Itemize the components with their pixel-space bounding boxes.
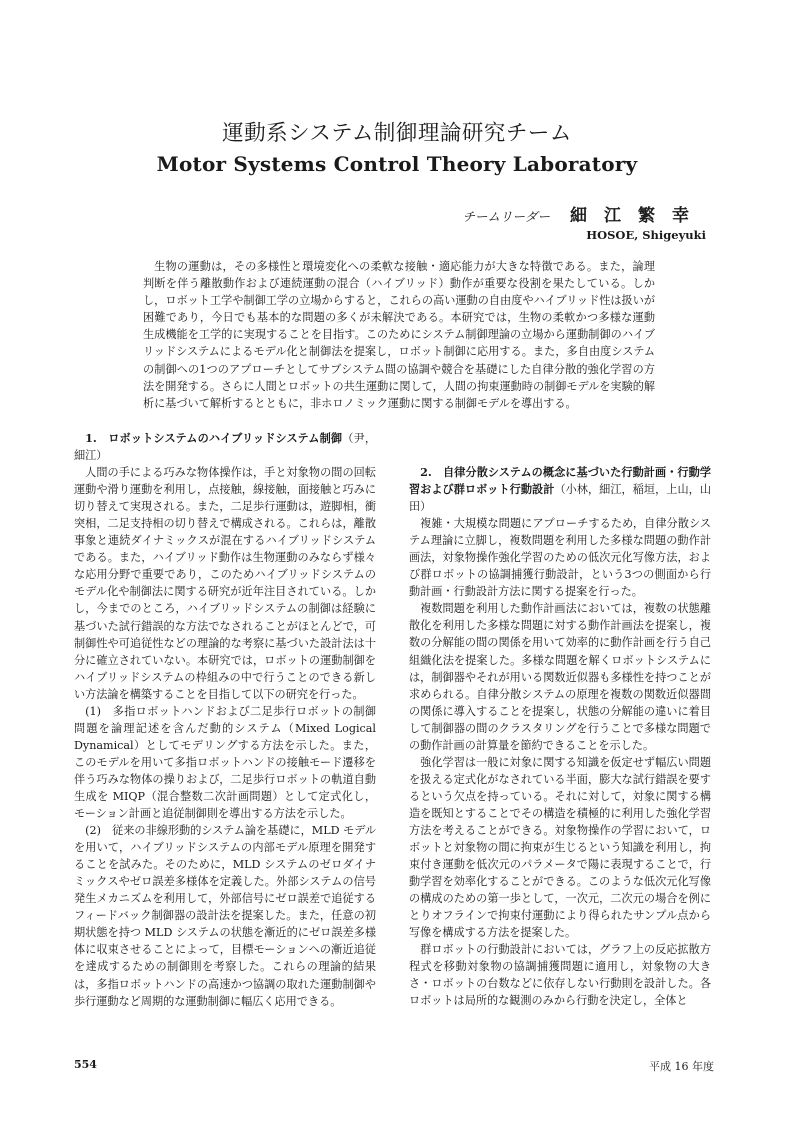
right-column (409, 430, 711, 1010)
team-leader-name-english: HOSOE, Shigeyuki (586, 228, 706, 242)
continuation-spacer (409, 430, 711, 447)
team-leader-role: チームリーダー (462, 209, 550, 224)
section-2-paragraph: 複雑・大規模な問題にアプローチするため，自律分散システム理論に立脚し，複数問題を利用した多様な問題の動作計画法，対象物操作強化学習のための低次元化写像方法，および群ロボットの協調捕獲行動設計，という3つの側面から行動計画・行動設計方法に関する提案を行った。 (409, 517, 711, 599)
section-2-paragraph: 強化学習は一般に対象に関する知識を仮定せず幅広い問題を扱える定式化がなされている半面，膨大な試行錯誤を要するという欠点を持っている。それに対して，対象に関する構造を既知とすることでその構造を積極的に利用した強化学習方法を考えることができる。対象物操作の学習において，ロボットと対象物の間に拘束が生じるという知識を利用し，拘束付き運動を低次元のパラメータで陽に表現することで，行動学習を効率化することができる。このような低次元化写像の構成のための第一歩として，一次元，二次元の場合を例にとりオフラインで拘束付運動により得られたサンプル点から写像を構成する方法を提案した。 (409, 755, 711, 940)
section-1-paragraph: (1) 多指ロボットハンドおよび二足歩行ロボットの制御問題を論理記述を含んだ動的システム（Mixed Logical Dynamical）としてモデリングする方法を示した。また，このモデルを用いて多指ロボットハンドの接触モード遷移を伴う巧みな物体の操りおよび，二足歩行ロボットの軌道自動生成を MIQP（混合整数二次計画問題）として定式化し，モーション計画と追従制御則を導出する方法を示した。 (74, 704, 376, 821)
section-2-authors: （小林，細江，稲垣，上山，山田） (409, 483, 712, 514)
abstract-text: 生物の運動は，その多様性と環境変化への柔軟な接触・適応能力が大きな特徴である。また，論理判断を伴う離散動作および連続運動の混合（ハイブリッド）動作が重要な役割を果たしている。しかし，ロボット工学や制御工学の立場からすると，これらの高い運動の自由度やハイブリッド性は扱いが困難であり，今日でも基本的な問題の多くが未解決である。本研究では，生物の柔軟かつ多様な運動生成機能を工学的に実現することを目指す。このためにシステム制御理論の立場から運動制御のハイブリッドシステムによるモデル化と制御法を提案し，ロボット制御に応用する。また，多自由度システムの制御への1つのアプローチとしてサブシステム間の協調や競合を基礎にした自律分散的強化学習の方法を開発する。さらに人間とロボットの共生運動に関して，人間の拘束運動時の制御モデルを実験的解析に基づいて解析するとともに，非ホロノミック運動に関する制御モデルを導出する。 (143, 260, 655, 410)
page-title-english: Motor Systems Control Theory Laboratory (156, 152, 638, 176)
section-2-paragraph: 群ロボットの行動設計においては，グラフ上の反応拡散方程式を移動対象物の協調捕獲問題に適用し，対象物の大きさ・ロボットの台数などに依存しない行動則を設計した。各ロボットは局所的な観測のみから行動を決定し，全体と (409, 943, 711, 1008)
report-year: 平成 16 年度 (649, 1060, 714, 1073)
section-2-title: 2. 自律分散システムの概念に基づいた行動計画・行動学習および群ロボット行動設計 (409, 466, 711, 497)
section-2-paragraph: 複数問題を利用した動作計画法においては，複数の状態離散化を利用した多様な問題に対する動作計画法を提案し，複数の分解能の間の関係を用いて効率的に動作計画を行う自己組織化法を提案した。多様な問題を解くロボットシステムには，制御器やそれが用いる関数近似器も多様性を持つことが求められる。自律分散システムの原理を複数の関数近似器間の関係に導入することを提案し，状態の分解能の違いに着目して制御器の間のクラスタリングを行うことで多様な問題での動作計画の計算量を節約できることを示した。 (409, 602, 711, 752)
page-title-japanese: 運動系システム制御理論研究チーム (222, 121, 572, 146)
section-1-heading (74, 430, 376, 464)
team-leader (462, 201, 706, 226)
section-1-paragraph: (2) 従来の非線形動的システム論を基礎に，MLD モデルを用いて，ハイブリッドシステムの内部モデル原理を開発することを試みた。そのために，MLD システムのゼロダイナミックスやゼロ誤差多様体を定義した。外部システムの信号発生メカニズムを利用して，外部信号にゼロ誤差で追従するフィードバック制御器の設計法を提案した。また，任意の初期状態を持つ MLD システムの状態を漸近的にゼロ誤差多様体に収束させることによって，目標モーションへの漸近追従を達成するための制御則を考察した。これらの理論的結果は，多指ロボットハンドの高速かつ協調の取れた運動制御や歩行運動など周期的な運動制御に幅広く応用できる。 (74, 824, 376, 1008)
team-leader-name: 細江繁幸 (570, 206, 706, 226)
section-1-authors: （尹，細江） (74, 432, 376, 463)
section-1-title: 1. ロボットシステムのハイブリッドシステム制御 (85, 432, 343, 445)
section-1-paragraph: 人間の手による巧みな物体操作は，手と対象物の間の回転運動や滑り運動を利用し，点接触，線接触，面接触と巧みに切り替えて実現される。また，二足歩行運動は，遊脚相，衝突相，二足支持相の切り替えで構成される。これらは，離散事象と連続ダイナミックスが混在するハイブリッドシステムである。また，ハイブリッド動作は生物運動のみならず様々な応用分野で重要であり，このためハイブリッドシステムのモデル化や制御法に関する研究が近年注目されている。しかし，今までのところ，ハイブリッドシステムの制御は経験に基づいた試行錯誤的な方法でなされることがほとんどで，可制御性や可追従性などの理論的な考察に基づいた設計法は十分に確立されていない。本研究では，ロボットの運動制御をハイブリッドシステムの枠組みの中で行うことのできる新しい方法論を構築することを目指して以下の研究を行った。 (74, 466, 376, 701)
page-number: 554 (74, 1058, 97, 1071)
section-spacer (409, 447, 711, 464)
abstract (143, 258, 655, 412)
left-column (74, 430, 376, 1010)
section-2-heading (409, 464, 711, 515)
